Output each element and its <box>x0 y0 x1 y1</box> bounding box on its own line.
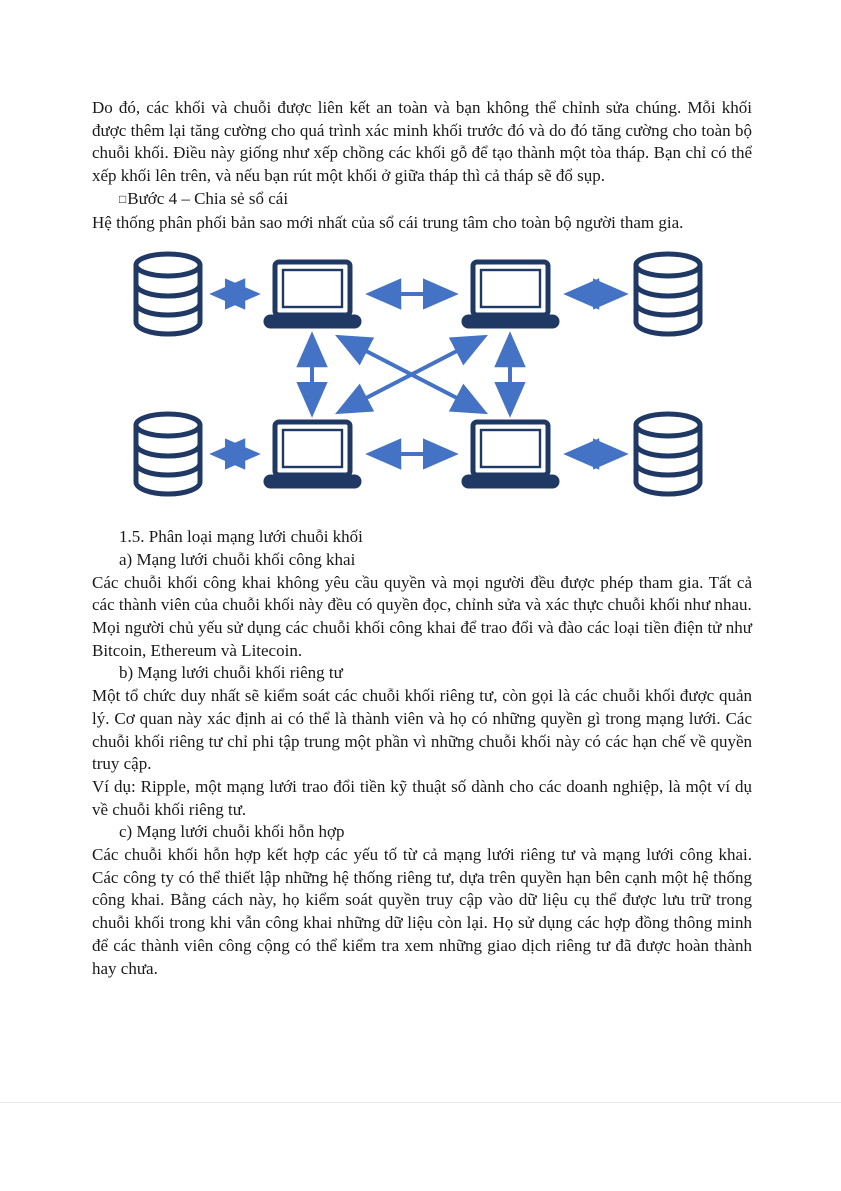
list-item-b-title: b) Mạng lưới chuỗi khối riêng tư <box>119 663 343 683</box>
laptop-icon <box>266 422 359 486</box>
step4-heading <box>92 188 752 212</box>
list-item-a-title: a) Mạng lưới chuỗi khối công khai <box>119 549 356 569</box>
paragraph-public-2: Mọi người chủ yếu sử dụng các chuỗi khối công khai để trao đổi và đào các loại tiền điện tử như Bitcoin, Ethereum và Litecoin. <box>92 618 752 660</box>
ledger-distribution-diagram <box>112 248 716 502</box>
database-icon <box>636 414 700 494</box>
laptop-icon <box>464 422 557 486</box>
step4-label: Bước 4 – Chia sẻ sổ cái <box>127 188 289 208</box>
section-title-1-5: 1.5. Phân loại mạng lưới chuỗi khối <box>119 527 363 547</box>
box-glyph: □ <box>119 191 127 206</box>
paragraph-private-2: Ví dụ: Ripple, một mạng lưới trao đổi tiền kỹ thuật số dành cho các doanh nghiệp, là một ví dụ về chuỗi khối riêng tư. <box>92 776 752 819</box>
laptop-icon <box>266 262 359 326</box>
paragraph-intro: Do đó, các khối và chuỗi được liên kết an toàn và bạn không thể chỉnh sửa chúng. Mỗi khối được thêm lại tăng cường cho quá trình xác minh khối trước đó và do đó tăng cường cho toàn bộ chuỗi khối. Điều này giống như xếp chồng các khối gỗ để tạo thành một tòa tháp. Bạn chỉ có thể xếp khối lên trên, và nếu bạn rút một khối ở giữa tháp thì cả tháp sẽ đổ sụp. <box>92 98 752 186</box>
database-icon <box>136 414 200 494</box>
paragraph-share-ledger: Hệ thống phân phối bản sao mới nhất của sổ cái trung tâm cho toàn bộ người tham gia. <box>92 212 684 232</box>
page-divider <box>0 1102 841 1103</box>
network-diagram <box>112 248 716 502</box>
paragraph-private-1: Một tổ chức duy nhất sẽ kiểm soát các chuỗi khối riêng tư, còn gọi là các chuỗi khối được quản lý. Cơ quan này xác định ai có thể là thành viên và họ có những quyền gì trong mạng lưới. Các chuỗi khối riêng tư chỉ phi tập trung một phần vì những chuỗi khối này có các hạn chế về quyền truy cập. <box>92 686 752 774</box>
laptop-icon <box>464 262 557 326</box>
paragraph-hybrid-1: Các chuỗi khối hỗn hợp kết hợp các yếu tố từ cả mạng lưới riêng tư và mạng lưới công khai. Các công ty có thể thiết lập những hệ thống riêng tư, dựa trên quyền hạn bên cạnh một hệ thống công khai. Bằng cách này, họ kiểm soát quyền truy cập vào dữ liệu cụ thể được lưu trữ trong chuỗi khối trong khi vẫn công khai những dữ liệu còn lại. Họ sử dụng các hợp đồng thông minh để các thành viên công cộng có thể kiểm tra xem những giao dịch riêng tư đã được hoàn thành hay chưa. <box>92 845 752 978</box>
paragraph-public-1: Các chuỗi khối công khai không yêu cầu quyền và mọi người đều được phép tham gia. Tất cả các thành viên của chuỗi khối này đều có quyền đọc, chỉnh sửa và xác thực chuỗi khối như nhau. <box>92 572 752 615</box>
database-icon <box>136 254 200 334</box>
database-icon <box>636 254 700 334</box>
list-item-c-title: c) Mạng lưới chuỗi khối hỗn hợp <box>119 822 345 842</box>
